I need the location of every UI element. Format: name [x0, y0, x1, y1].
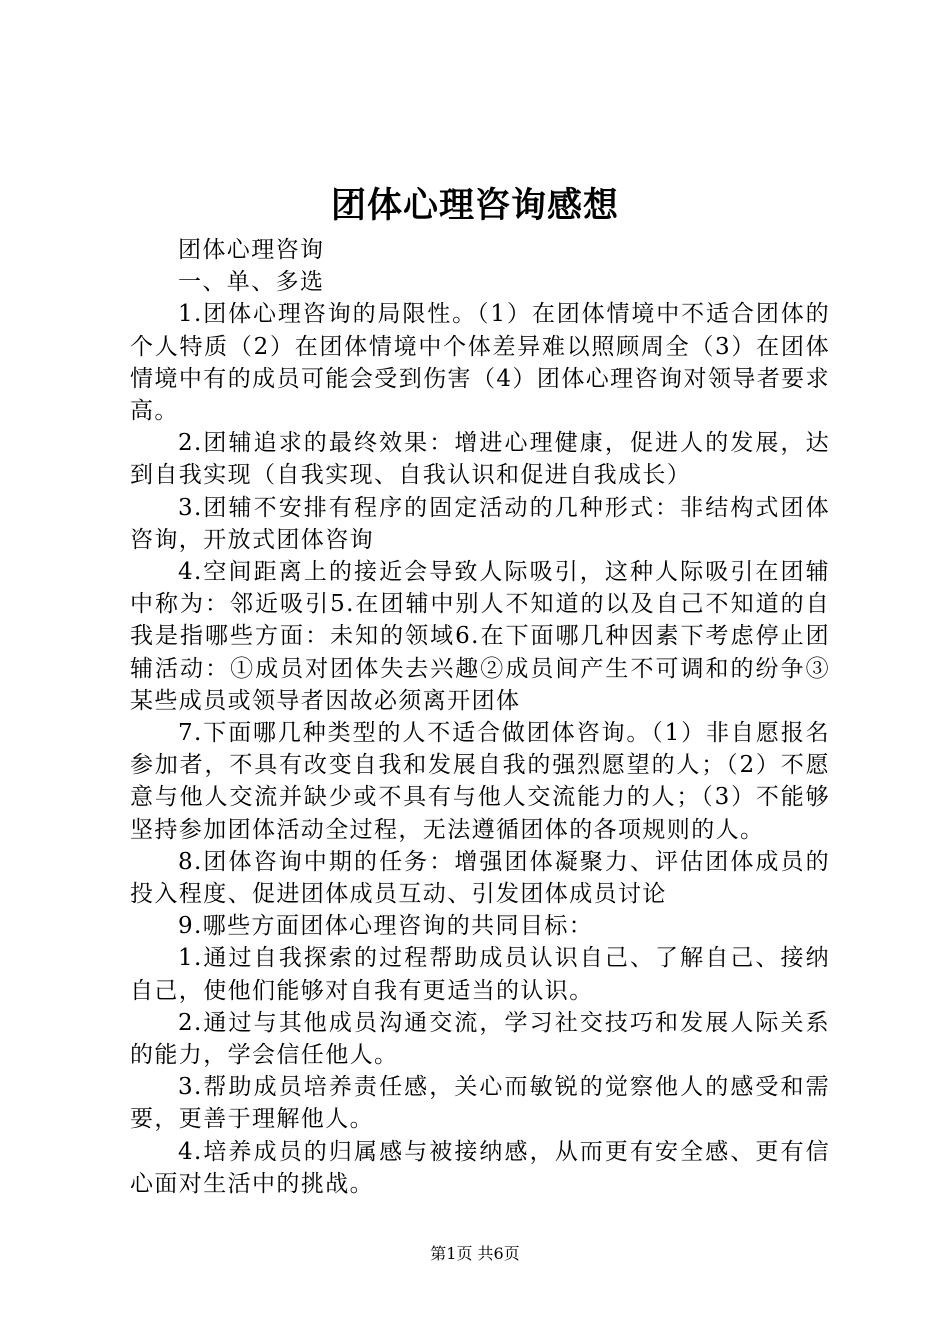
paragraph-goal-4: 4.培养成员的归属感与被接纳感，从而更有安全感、更有信心面对生活中的挑战。 [130, 1138, 830, 1197]
paragraph-section: 一、单、多选 [178, 269, 325, 296]
paragraph-item-8: 8.团体咨询中期的任务：增强团体凝聚力、评估团体成员的投入程度、促进团体成员互动、引发团体成员讨论 [130, 848, 830, 908]
document-body [130, 234, 830, 1200]
paragraph-goal-1: 1.通过自我探索的过程帮助成员认识自己、了解自己、接纳自己，使他们能够对自我有更适当的认识。 [130, 945, 830, 1004]
paragraph-item-1: 1.团体心理咨询的局限性。（1）在团体情境中不适合团体的个人特质（2）在团体情境中个体差异难以照顾周全（3）在团体情境中有的成员可能会受到伤害（4）团体心理咨询对领导者要求高。 [130, 301, 830, 425]
paragraph-item-9: 9.哪些方面团体心理咨询的共同目标： [178, 913, 594, 940]
document-title: 团体心理咨询感想 [330, 185, 619, 226]
paragraph-item-7: 7.下面哪几种类型的人不适合做团体咨询。（1）非自愿报名参加者，不具有改变自我和发展自我的强烈愿望的人；（2）不愿意与他人交流并缺少或不具有与他人交流能力的人；（3）不能够坚持参加团体活动全过程，无法遵循团体的各项规则的人。 [130, 720, 830, 843]
paragraph-goal-3: 3.帮助成员培养责任感，关心而敏锐的觉察他人的感受和需要，更善于理解他人。 [130, 1074, 830, 1133]
paragraph-heading: 团体心理咨询 [178, 237, 325, 263]
paragraph-item-2: 2.团辅追求的最终效果：增进心理健康，促进人的发展，达到自我实现（自我实现、自我认识和促进自我成长） [130, 430, 830, 489]
paragraph-goal-2: 2.通过与其他成员沟通交流，学习社交技巧和发展人际关系的能力，学会信任他人。 [130, 1009, 830, 1069]
page-footer: 第1页 共6页 [430, 1244, 520, 1263]
paragraph-item-3: 3.团辅不安排有程序的固定活动的几种形式：非结构式团体咨询，开放式团体咨询 [130, 494, 830, 553]
paragraph-item-4-6: 4.空间距离上的接近会导致人际吸引，这种人际吸引在团辅中称为：邻近吸引5.在团辅中别人不知道的以及自己不知道的自我是指哪些方面：未知的领域6.在下面哪几种因素下考虑停止团辅活动：①成员对团体失去兴趣②成员间产生不可调和的纷争③某些成员或领导者因故必须离开团体 [130, 559, 830, 714]
